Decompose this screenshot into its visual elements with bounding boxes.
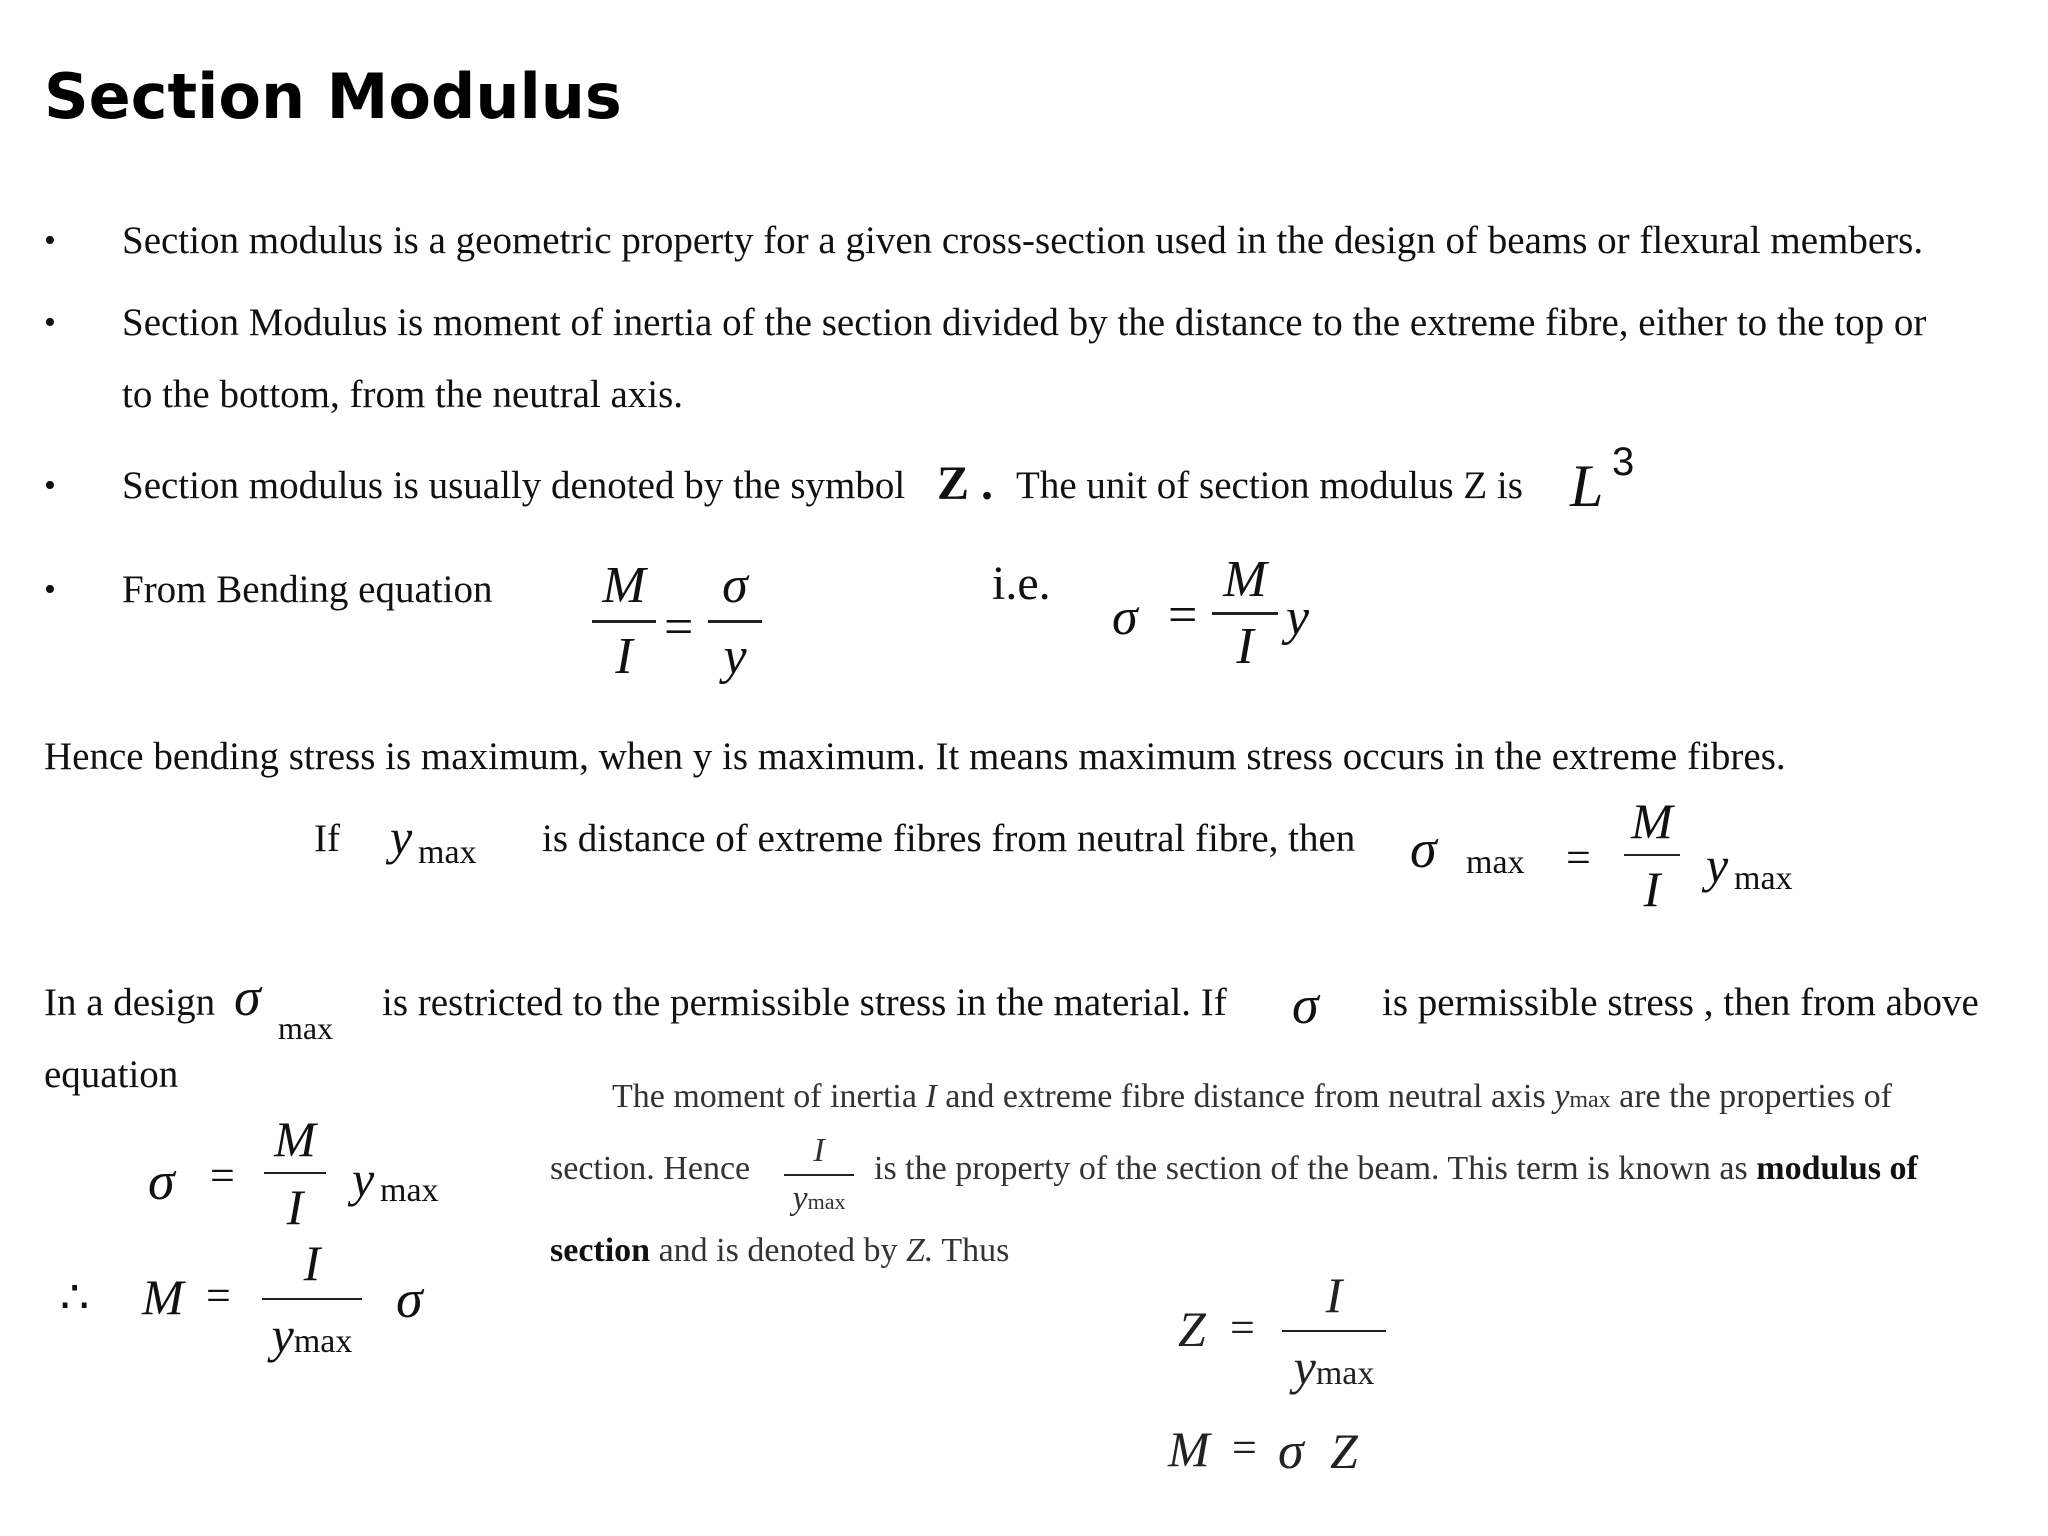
denominator-y: y — [723, 628, 747, 685]
bullet-1-text: Section modulus is a geometric property for a given cross-section used in the design of beams or flexural members. — [122, 219, 1924, 262]
numerator-i: I — [1325, 1267, 1343, 1323]
paper-line-2-bold: modulus of — [1756, 1150, 1918, 1187]
numerator-m: M — [274, 1111, 316, 1167]
equals-sign: = — [664, 599, 694, 656]
design-line-2: equation — [44, 1053, 179, 1096]
bullet-dot: • — [44, 571, 56, 608]
equals-sign: = — [1232, 1423, 1257, 1472]
numerator-m: M — [1223, 551, 1267, 608]
z-symbol: Z. — [906, 1232, 934, 1269]
paper-line-3 — [550, 1232, 1009, 1270]
y-symbol: y — [1286, 589, 1310, 646]
max-subscript: max — [807, 1189, 846, 1214]
numerator-m: M — [1631, 793, 1673, 849]
max-subscript: max — [278, 1010, 334, 1046]
fraction-m-over-i — [1212, 551, 1278, 675]
z-symbol: Z — [1330, 1423, 1358, 1479]
hence-statement: Hence bending stress is maximum, when y is maximum. It means maximum stress occurs in the extreme fibres. — [44, 735, 1786, 778]
design-line-start: In a design — [44, 981, 216, 1024]
if-label: If — [314, 817, 340, 860]
bullet-dot: • — [44, 304, 56, 341]
therefore-symbol: ∴ — [60, 1272, 90, 1323]
fraction-m-over-i — [592, 557, 656, 685]
paper-line-1-post: are the properties of — [1619, 1078, 1892, 1115]
bullet-2-line-2: to the bottom, from the neutral axis. — [122, 373, 684, 416]
fraction-bar — [1212, 612, 1278, 615]
numerator-i: I — [813, 1132, 825, 1169]
max-subscript: max — [1569, 1087, 1611, 1113]
fraction-bar — [1624, 854, 1680, 856]
fraction-i-over-ymax — [1282, 1267, 1386, 1395]
max-subscript: max — [1315, 1355, 1375, 1392]
fraction-bar — [708, 620, 762, 623]
design-line-middle: is restricted to the permissible stress in the material. If — [382, 981, 1227, 1024]
fraction-bar — [1282, 1330, 1386, 1332]
numerator-i: I — [303, 1235, 321, 1291]
y-symbol: y — [792, 1180, 808, 1217]
numerator-sigma: σ — [722, 557, 748, 614]
unit-l-base: L — [1570, 453, 1604, 519]
denominator-i: I — [1643, 861, 1661, 917]
fraction-bar — [592, 620, 656, 623]
design-line-end: is permissible stress , then from above — [1382, 981, 1979, 1024]
y-symbol: y — [1554, 1078, 1570, 1115]
sigma-symbol: σ — [396, 1269, 423, 1329]
paper-line-2-start: section. Hence — [550, 1150, 751, 1187]
max-subscript: max — [1466, 844, 1525, 881]
bullet-4-text: From Bending equation — [122, 568, 493, 611]
sigma-symbol: σ — [148, 1151, 175, 1211]
y-symbol: y — [1706, 837, 1729, 893]
page-title: Section Modulus — [44, 60, 622, 133]
max-subscript: max — [1734, 860, 1793, 897]
y-symbol: y — [1293, 1339, 1316, 1395]
equals-sign: = — [1566, 833, 1591, 882]
sigma-symbol: σ — [1410, 819, 1437, 879]
paper-line-3-post: Thus — [941, 1232, 1010, 1269]
denominator-i: I — [615, 628, 633, 685]
fraction-bar — [784, 1174, 854, 1176]
equals-sign: = — [210, 1151, 235, 1200]
paper-line-3-bold: section — [550, 1232, 651, 1269]
sigma-symbol: σ — [1278, 1423, 1304, 1480]
denominator-ymax — [793, 1182, 846, 1216]
paper-line-1-pre: The moment of inertia — [612, 1078, 917, 1115]
fraction-bar — [264, 1172, 326, 1174]
z-symbol: Z — [1178, 1301, 1206, 1357]
sigma-symbol: σ — [234, 967, 261, 1027]
equals-sign: = — [206, 1271, 231, 1320]
y-symbol: y — [352, 1151, 375, 1207]
equals-sign: = — [1230, 1303, 1255, 1352]
fraction-bar — [262, 1298, 362, 1300]
symbol-z: Z . — [937, 457, 994, 510]
bullet-dot: • — [44, 467, 56, 504]
sigma-symbol: σ — [1292, 975, 1319, 1035]
paper-line-2 — [874, 1150, 1918, 1188]
bullet-3-unit-text: The unit of section modulus Z is — [1016, 464, 1523, 507]
inertia-symbol: I — [925, 1078, 937, 1115]
equals-sign: = — [1168, 587, 1198, 644]
fraction-sigma-over-y — [708, 557, 762, 685]
bullet-dot: • — [44, 222, 56, 259]
max-subscript: max — [380, 1172, 439, 1209]
m-symbol: M — [1168, 1421, 1210, 1477]
m-symbol: M — [142, 1269, 184, 1325]
fraction-i-over-ymax — [784, 1134, 854, 1216]
denominator-ymax — [271, 1307, 353, 1363]
fraction-m-over-i — [264, 1111, 326, 1235]
max-subscript: max — [418, 834, 477, 871]
denominator-i: I — [286, 1179, 304, 1235]
bullet-2-line-1: Section Modulus is moment of inertia of the section divided by the distance to the extreme fibre, either to the top or — [122, 301, 1927, 344]
unit-exponent: 3 — [1612, 440, 1635, 484]
fraction-i-over-ymax — [262, 1235, 362, 1363]
ie-label: i.e. — [992, 557, 1051, 610]
bullet-3-text: Section modulus is usually denoted by the symbol — [122, 464, 906, 507]
numerator-m: M — [602, 557, 646, 614]
paper-line-1 — [612, 1078, 1892, 1116]
sigma-symbol: σ — [1112, 589, 1138, 646]
fraction-m-over-i — [1624, 793, 1680, 917]
paper-line-1-mid: and extreme fibre distance from neutral axis — [945, 1078, 1546, 1115]
y-symbol: y — [271, 1307, 294, 1363]
y-symbol: y — [390, 809, 413, 865]
max-subscript: max — [293, 1323, 353, 1360]
paper-line-2-mid: is the property of the section of the beam. This term is known as — [874, 1150, 1748, 1187]
denominator-i: I — [1236, 618, 1254, 675]
denominator-ymax — [1293, 1339, 1375, 1395]
if-statement: is distance of extreme fibres from neutral fibre, then — [542, 817, 1356, 860]
paper-line-3-mid: and is denoted by — [658, 1232, 898, 1269]
